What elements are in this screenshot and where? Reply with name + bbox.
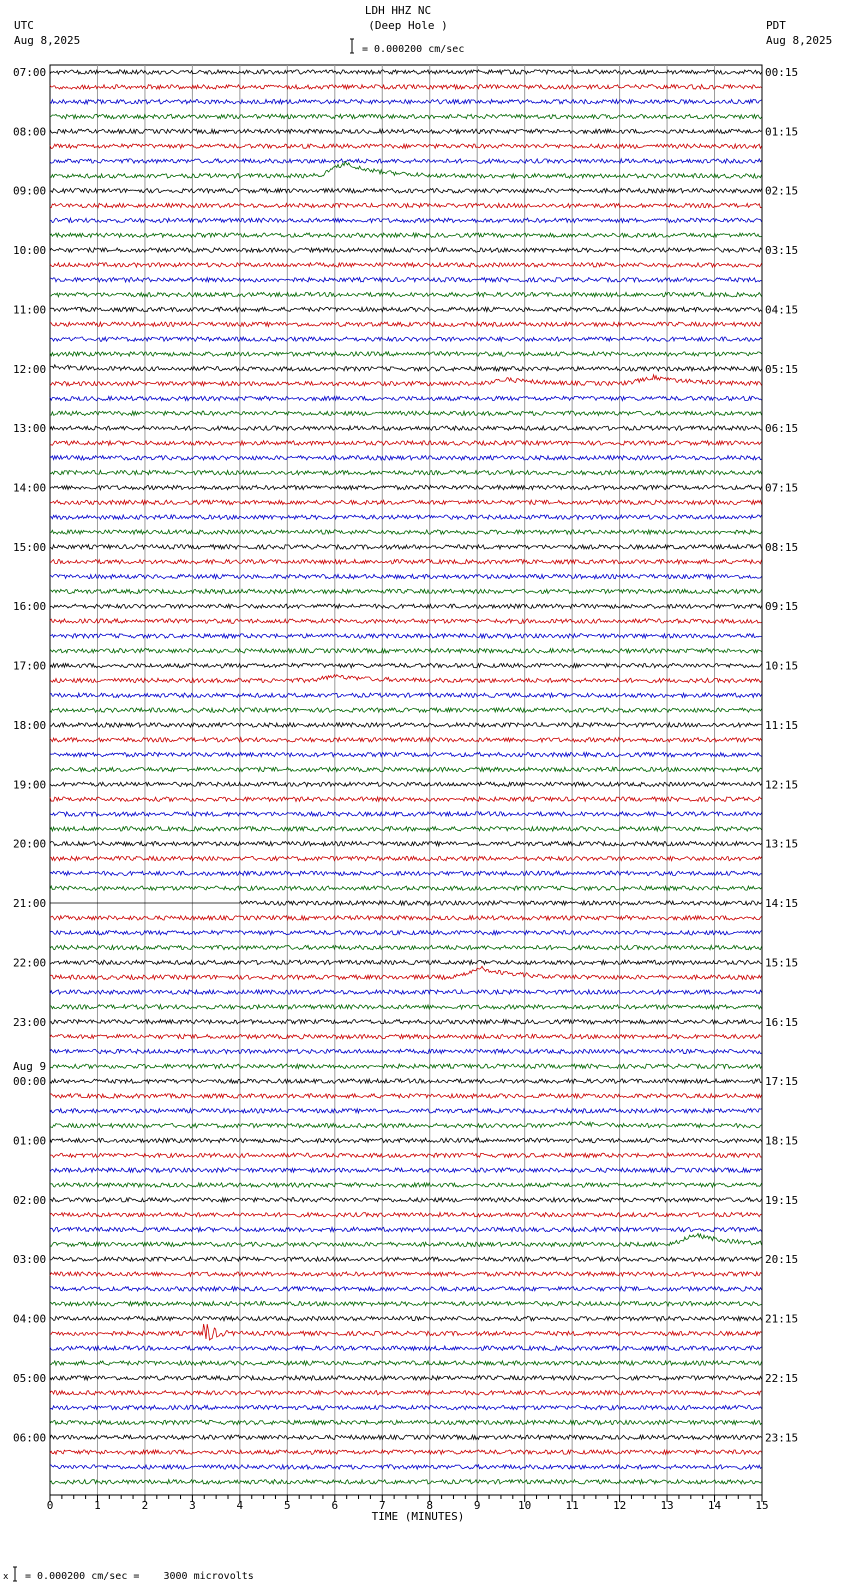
pdt-hour-label: 20:15 — [765, 1253, 799, 1267]
trace-row-88 — [50, 1376, 762, 1380]
trace-row-70 — [50, 1109, 762, 1113]
utc-hour-label: 17:00 — [13, 659, 47, 673]
trace-row-68 — [50, 1079, 762, 1083]
x-tick-label: 15 — [755, 1499, 769, 1512]
trace-row-94 — [50, 1465, 762, 1469]
pdt-hour-label: 19:15 — [765, 1193, 799, 1207]
x-tick-label: 8 — [426, 1499, 434, 1512]
trace-row-28 — [50, 485, 762, 489]
trace-row-55 — [50, 886, 762, 890]
trace-row-67 — [50, 1064, 762, 1068]
trace-row-20 — [50, 365, 762, 371]
trace-row-48 — [50, 782, 762, 786]
footer-marker: x — [3, 1572, 9, 1582]
utc-hour-label: 22:00 — [13, 956, 47, 970]
trace-row-17 — [50, 322, 762, 326]
utc-hour-label: 06:00 — [13, 1431, 47, 1445]
trace-row-0 — [50, 70, 762, 74]
utc-hour-label: 01:00 — [13, 1134, 47, 1148]
trace-row-25 — [50, 441, 762, 445]
trace-row-76 — [50, 1198, 762, 1202]
utc-hour-label: 10:00 — [13, 244, 47, 258]
utc-hour-label: 16:00 — [13, 600, 47, 614]
trace-row-8 — [50, 189, 762, 193]
trace-row-84 — [50, 1316, 762, 1320]
pdt-hour-label: 05:15 — [765, 362, 799, 376]
pdt-hour-label: 06:15 — [765, 422, 799, 436]
pdt-hour-label: 16:15 — [765, 1015, 799, 1029]
trace-row-74 — [50, 1168, 762, 1172]
trace-row-5 — [50, 144, 762, 148]
pdt-hour-label: 18:15 — [765, 1134, 799, 1148]
trace-row-46 — [50, 752, 762, 756]
scale-bar — [13, 39, 354, 1581]
pdt-hour-label: 03:15 — [765, 244, 799, 258]
utc-hour-label: 04:00 — [13, 1312, 47, 1326]
utc-hour-label: 13:00 — [13, 422, 47, 436]
trace-row-61 — [50, 966, 762, 979]
x-tick-label: 9 — [473, 1499, 481, 1512]
trace-row-11 — [50, 233, 762, 237]
trace-row-21 — [50, 375, 762, 386]
trace-row-32 — [50, 545, 762, 549]
trace-row-51 — [50, 827, 762, 831]
utc-hour-label: 19:00 — [13, 778, 47, 792]
left-date: Aug 8,2025 — [14, 34, 81, 47]
trace-row-44 — [50, 723, 762, 727]
trace-row-39 — [50, 649, 762, 653]
station-title: LDH HHZ NC — [364, 4, 432, 17]
trace-row-50 — [50, 812, 762, 816]
utc-hour-label: 08:00 — [13, 125, 47, 139]
pdt-hour-label: 10:15 — [765, 659, 799, 673]
pdt-hour-label: 13:15 — [765, 837, 799, 851]
trace-row-81 — [50, 1272, 762, 1276]
footer-scale-text: = 0.000200 cm/sec = 3000 microvolts — [25, 1571, 254, 1582]
pdt-hour-label: 23:15 — [765, 1431, 799, 1445]
trace-row-43 — [50, 708, 762, 712]
trace-row-26 — [50, 456, 762, 460]
utc-hour-label: 07:00 — [13, 66, 47, 79]
trace-row-30 — [50, 515, 762, 519]
trace-row-66 — [50, 1049, 762, 1053]
trace-row-89 — [50, 1391, 762, 1395]
left-timezone: UTC — [14, 19, 34, 32]
pdt-hour-label: 22:15 — [765, 1371, 799, 1385]
pdt-hour-label: 11:15 — [765, 718, 799, 732]
trace-row-79 — [50, 1234, 762, 1247]
trace-row-62 — [50, 990, 762, 994]
trace-rows — [50, 70, 762, 1484]
trace-row-42 — [50, 693, 762, 697]
trace-row-38 — [50, 634, 762, 638]
trace-row-14 — [50, 278, 762, 282]
trace-row-64 — [50, 1020, 762, 1024]
trace-row-33 — [50, 560, 762, 564]
x-tick-label: 6 — [331, 1499, 339, 1512]
trace-row-86 — [50, 1346, 762, 1350]
trace-row-27 — [50, 471, 762, 475]
trace-row-82 — [50, 1287, 762, 1291]
pdt-hour-label: 14:15 — [765, 897, 799, 911]
x-tick-label: 2 — [141, 1499, 149, 1512]
trace-row-71 — [50, 1122, 762, 1128]
trace-row-35 — [50, 589, 762, 593]
utc-hour-label: 23:00 — [13, 1015, 47, 1029]
trace-row-56 — [50, 901, 762, 905]
trace-row-4 — [50, 129, 762, 133]
utc-hour-label: 09:00 — [13, 184, 47, 198]
pdt-hour-label: 08:15 — [765, 540, 799, 554]
trace-row-87 — [50, 1361, 762, 1365]
pdt-hour-label: 00:15 — [765, 66, 799, 79]
trace-row-93 — [50, 1450, 762, 1454]
trace-row-52 — [50, 842, 762, 846]
trace-row-45 — [50, 738, 762, 742]
utc-hour-label: 14:00 — [13, 481, 47, 495]
trace-row-23 — [50, 411, 762, 415]
trace-row-59 — [50, 945, 762, 949]
x-tick-label: 3 — [189, 1499, 196, 1512]
right-date: Aug 8,2025 — [766, 34, 833, 47]
trace-row-75 — [50, 1183, 762, 1187]
trace-row-83 — [50, 1302, 762, 1306]
trace-row-85 — [50, 1324, 762, 1340]
pdt-hour-label: 09:15 — [765, 600, 799, 614]
trace-row-6 — [50, 159, 762, 163]
trace-row-37 — [50, 619, 762, 623]
trace-row-24 — [50, 426, 762, 430]
trace-row-47 — [50, 767, 762, 771]
pdt-hour-label: 01:15 — [765, 125, 799, 139]
trace-row-54 — [50, 871, 762, 875]
x-axis-label: TIME (MINUTES) — [371, 1510, 465, 1523]
trace-row-77 — [50, 1213, 762, 1217]
trace-row-36 — [50, 604, 762, 608]
utc-hour-label: 20:00 — [13, 837, 47, 851]
x-tick-label: 10 — [518, 1499, 532, 1512]
utc-hour-label: 15:00 — [13, 540, 47, 554]
x-tick-label: 12 — [612, 1499, 627, 1512]
x-tick-label: 0 — [46, 1499, 54, 1512]
x-tick-label: 11 — [565, 1499, 579, 1512]
pdt-hour-label: 17:15 — [765, 1075, 799, 1089]
x-tick-label: 1 — [94, 1499, 101, 1512]
site-name: (Deep Hole ) — [368, 19, 448, 32]
trace-row-12 — [50, 248, 762, 252]
scale-text: = 0.000200 cm/sec — [362, 44, 465, 55]
trace-row-78 — [50, 1227, 762, 1231]
x-tick-label: 5 — [284, 1499, 291, 1512]
trace-row-16 — [50, 307, 762, 311]
trace-row-72 — [50, 1138, 762, 1142]
x-tick-label: 4 — [236, 1499, 244, 1512]
pdt-hour-label: 04:15 — [765, 303, 799, 317]
trace-row-69 — [50, 1094, 762, 1098]
trace-row-58 — [50, 931, 762, 935]
pdt-hour-label: 15:15 — [765, 956, 799, 970]
trace-row-91 — [50, 1420, 762, 1424]
trace-row-9 — [50, 203, 762, 207]
pdt-hour-label: 12:15 — [765, 778, 799, 792]
trace-row-18 — [50, 337, 762, 341]
trace-row-57 — [50, 916, 762, 920]
utc-hour-label: 12:00 — [13, 362, 47, 376]
trace-row-1 — [50, 85, 762, 89]
utc-date-label: Aug 9 — [13, 1060, 47, 1074]
trace-row-90 — [50, 1405, 762, 1409]
trace-row-15 — [50, 292, 762, 296]
utc-hour-label: 11:00 — [13, 303, 47, 317]
trace-row-34 — [50, 574, 762, 578]
utc-hour-label: 18:00 — [13, 718, 47, 732]
trace-row-63 — [50, 1005, 762, 1009]
trace-row-41 — [50, 675, 762, 683]
utc-hour-label: 02:00 — [13, 1193, 47, 1207]
trace-row-80 — [50, 1257, 762, 1261]
trace-row-92 — [50, 1435, 762, 1439]
trace-row-22 — [50, 396, 762, 400]
trace-row-53 — [50, 856, 762, 860]
trace-row-73 — [50, 1153, 762, 1157]
utc-hour-label: 21:00 — [13, 897, 47, 911]
utc-hour-label: 00:00 — [13, 1075, 47, 1089]
utc-hour-label: 05:00 — [13, 1371, 47, 1385]
pdt-hour-label: 21:15 — [765, 1312, 799, 1326]
x-tick-label: 14 — [707, 1499, 722, 1512]
trace-row-2 — [50, 100, 762, 104]
trace-row-31 — [50, 530, 762, 534]
trace-row-60 — [50, 960, 762, 964]
x-tick-label: 13 — [660, 1499, 674, 1512]
trace-row-49 — [50, 797, 762, 801]
x-tick-label: 7 — [378, 1499, 386, 1512]
utc-hour-label: 03:00 — [13, 1253, 47, 1267]
trace-row-29 — [50, 500, 762, 504]
pdt-hour-label: 07:15 — [765, 481, 799, 495]
trace-row-13 — [50, 263, 762, 267]
pdt-hour-label: 02:15 — [765, 184, 799, 198]
right-timezone: PDT — [766, 19, 786, 32]
trace-row-40 — [50, 663, 762, 667]
trace-row-19 — [50, 352, 762, 356]
trace-row-95 — [50, 1480, 762, 1484]
trace-row-65 — [50, 1034, 762, 1038]
trace-row-3 — [50, 114, 762, 118]
trace-row-10 — [50, 218, 762, 222]
